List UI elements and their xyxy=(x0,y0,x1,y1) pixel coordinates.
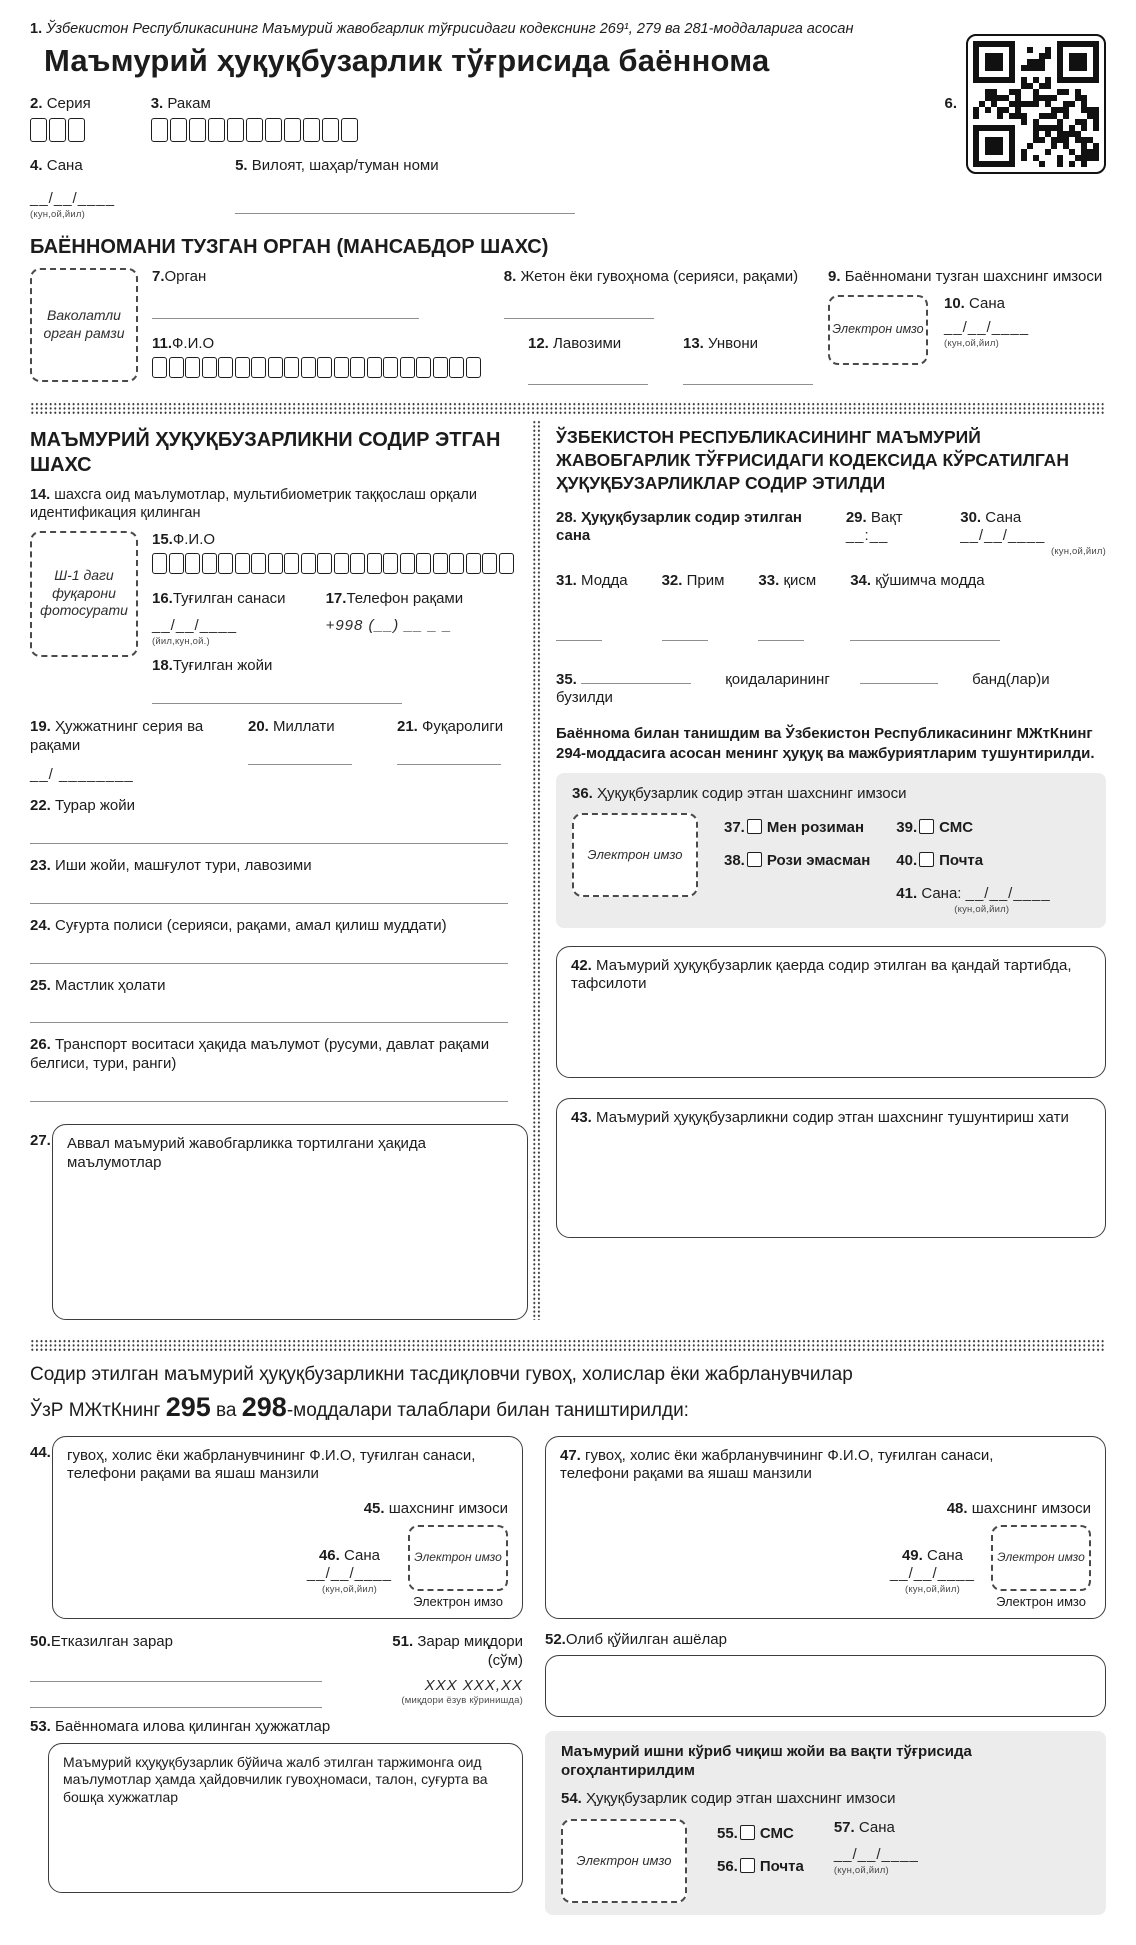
org-section-heading: БАЁННОМАНИ ТУЗГАН ОРГАН (МАНСАБДОР ШАХС) xyxy=(30,235,549,258)
field-citizenship xyxy=(397,718,528,784)
photo-placeholder: Ш-1 даги фуқарони фотосурати xyxy=(30,531,138,657)
birth-place-label: Туғилган жойи xyxy=(172,657,273,675)
dotted-divider-vertical xyxy=(532,420,542,1320)
loss-label: Етказилган зарар xyxy=(50,1633,173,1651)
intoxication-label: Мастлик ҳолати xyxy=(55,976,166,994)
raqam-number: 3. xyxy=(150,94,164,112)
explanation-box[interactable] xyxy=(556,1098,1106,1238)
notice-date-number: 57. xyxy=(833,1819,855,1837)
notice-mail-checkbox[interactable] xyxy=(740,1858,755,1873)
birth-date-hint: (йил,кун,ой.) xyxy=(152,635,210,647)
sms-number: 39. xyxy=(896,819,918,837)
disagree-label: Рози эмасман xyxy=(766,852,871,870)
nationality-label: Миллати xyxy=(273,718,335,736)
birth-place-number: 18. xyxy=(152,657,173,675)
rule-tail-text: банд(лар)и бузилди xyxy=(556,670,1050,707)
person-fio-label: Ф.И.О xyxy=(172,530,216,548)
witness1-box[interactable] xyxy=(52,1436,523,1620)
attachments-number: 53. xyxy=(30,1717,51,1735)
field-organ xyxy=(152,268,478,319)
witness2-esign-area xyxy=(991,1525,1091,1610)
amount-value[interactable]: XXX XXX,XX xyxy=(424,1676,523,1694)
checkbox-sms[interactable] xyxy=(896,819,1050,838)
citizenship-label: Фуқаролиги xyxy=(422,718,504,736)
attachments-box[interactable] xyxy=(48,1743,523,1893)
agree-number: 37. xyxy=(724,819,745,837)
org-date-label: Сана xyxy=(969,294,1006,312)
acknowledgement-text: Баённома билан танишдим ва Ўзбекистон Республикасининг МЖтКнинг 294-моддасига асосан менинг ҳуқуқ ва мажбуриятларим тушунтирилди. xyxy=(556,725,1095,763)
region-input[interactable] xyxy=(235,198,575,214)
checkbox-agree[interactable] xyxy=(724,819,870,838)
checkbox-notice-mail[interactable] xyxy=(717,1858,804,1877)
intro-text: Ўзбекистон Республикасининг Маъмурий жавобгарлик тўғрисидаги кодекснинг 269¹, 279 ва 281-моддаларига асосан xyxy=(46,21,854,37)
seized-box[interactable] xyxy=(545,1655,1106,1717)
badge-number: 8. xyxy=(503,267,517,285)
org-date-hint: (кун,ой,йил) xyxy=(944,338,1000,349)
vehicle-number: 26. xyxy=(30,1036,51,1054)
field-vehicle xyxy=(30,1036,528,1102)
witness2-esign-box[interactable]: Электрон имзо xyxy=(991,1525,1091,1591)
prior-number: 27. xyxy=(30,1131,51,1149)
offense-sana-hint: (кун,ой,йил) xyxy=(1050,546,1106,557)
notice-mail-label: Почта xyxy=(759,1857,804,1875)
loss-input-2[interactable] xyxy=(30,1692,322,1708)
witness-intro-mid: ва xyxy=(216,1400,237,1422)
offense-date-label: Ҳуқуқбузарлик содир этилган сана xyxy=(556,508,802,545)
witness-intro-pre: ЎзР МЖтКнинг xyxy=(30,1400,161,1422)
witness-intro-line1: Содир этилган маъмурий ҳуқуқбузарликни тасдиқловчи гувоҳ, холислар ёки жабрланувчилар xyxy=(30,1363,853,1385)
checkbox-disagree[interactable] xyxy=(724,852,870,871)
extra-article-input[interactable] xyxy=(850,625,1000,641)
org-date-number: 10. xyxy=(944,294,965,312)
article-number: 31. xyxy=(556,571,577,589)
part-label: қисм xyxy=(783,571,817,589)
sign-date-number: 41. xyxy=(896,884,918,902)
rank-number: 13. xyxy=(683,334,704,352)
field-work xyxy=(30,857,528,904)
work-label: Иши жойи, машғулот тури, лавозими xyxy=(55,857,312,875)
explanation-number: 43. xyxy=(571,1108,592,1126)
person-heading: МАЪМУРИЙ ҲУҚУҚБУЗАРЛИКНИ СОДИР ЭТГАН ШАХС xyxy=(30,429,501,477)
witness1-sign-label: шахснинг имзоси xyxy=(388,1500,508,1518)
field-org-date xyxy=(944,295,1029,365)
witness2-date xyxy=(890,1547,975,1610)
bottom-right-column xyxy=(545,1436,1106,1916)
time-value[interactable]: __:__ xyxy=(845,527,889,545)
notice-date-value[interactable]: __/__/____ xyxy=(833,1845,919,1863)
field-intoxication xyxy=(30,977,528,1024)
seized-number: 52. xyxy=(545,1631,566,1649)
time-label: Вақт xyxy=(870,508,903,526)
details-number: 42. xyxy=(571,956,592,974)
main-columns xyxy=(30,420,1106,1320)
address-number: 22. xyxy=(30,797,51,815)
offense-sana-number: 30. xyxy=(960,508,982,526)
intoxication-input[interactable] xyxy=(30,1007,508,1023)
phone-label: Телефон рақами xyxy=(346,590,464,607)
mail-number: 40. xyxy=(896,852,918,870)
notice-mail-number: 56. xyxy=(717,1857,738,1875)
notice-sms-label: СМС xyxy=(759,1825,794,1843)
witness2-sign-label: шахснинг имзоси xyxy=(971,1500,1091,1518)
article-298: 298 xyxy=(241,1392,287,1423)
org-fio-number: 11. xyxy=(152,334,173,352)
sana-label: Сана xyxy=(46,157,83,175)
prior-label: Аввал маъмурий жавобгарликка тортилгани ҳақида маълумотлар xyxy=(67,1134,426,1171)
subnote-number: 14. xyxy=(30,487,51,504)
attachments-content: Маъмурий кҳуқуқбузарлик бўйича жалб этилган таржимонга оид маълумотлар ҳамда ҳайдовчилик гувоҳномаси, талон, суғурта ва бошқа хужжатлар xyxy=(63,1753,488,1805)
field-offense-date-label xyxy=(556,509,832,547)
seriya-cells[interactable] xyxy=(30,118,91,148)
witness1-esign-caption: Электрон имзо xyxy=(413,1593,503,1609)
qr-frame xyxy=(966,34,1106,174)
region-number: 5. xyxy=(235,157,248,175)
witness1-number: 44. xyxy=(30,1443,51,1461)
field-sana-top xyxy=(30,157,115,220)
work-input[interactable] xyxy=(30,888,508,904)
article-295: 295 xyxy=(165,1392,211,1423)
sana-number: 4. xyxy=(30,157,43,175)
details-label: Маъмурий ҳуқуқбузарлик қаерда содир этилган ва қандай тартибда, тафсилоти xyxy=(571,956,1072,993)
nationality-input[interactable] xyxy=(248,749,352,765)
witness1-label: гувоҳ, холис ёки жабрланувчининг Ф.И.О, туғилган санаси, телефони рақами ва яшаш манзили xyxy=(67,1446,476,1483)
witness2-date-value[interactable]: __/__/____ xyxy=(889,1565,975,1583)
field-offense-sana xyxy=(960,509,1106,558)
org-stamp-placeholder: Ваколатли орган рамзи xyxy=(30,268,138,382)
rule-number: 35. xyxy=(556,670,577,688)
rule-input-1[interactable] xyxy=(581,671,691,684)
witness-intro-line2 xyxy=(30,1388,1106,1427)
work-number: 23. xyxy=(30,857,51,875)
rule-input-2[interactable] xyxy=(860,671,938,684)
prim-input[interactable] xyxy=(662,625,708,641)
damage-row xyxy=(30,1633,523,1708)
subnote-text: шахсга оид маълумотлар, мультибиометрик таққослаш орқали идентификация қилинган xyxy=(30,487,477,522)
badge-label: Жетон ёки гувоҳнома (серияси, рақами) xyxy=(520,267,799,285)
notice-block xyxy=(545,1731,1106,1915)
seized-label: Олиб қўйилган ашёлар xyxy=(565,1631,727,1649)
seriya-label: Серия xyxy=(46,94,91,112)
field-extra-article xyxy=(850,572,1000,641)
notice-heading: Маъмурий ишни кўриб чиқиш жойи ва вақти тўғрисида огоҳлантирилдим xyxy=(561,1742,972,1779)
field-badge xyxy=(504,268,814,319)
address-label: Турар жойи xyxy=(55,797,136,815)
field-birth-place xyxy=(152,657,528,704)
field-sign-date xyxy=(896,885,1050,916)
vehicle-label: Транспорт воситаси ҳақида маълумот (русуми, давлат рақами белгиси, тури, ранги) xyxy=(30,1036,490,1073)
witness1-sign-number: 45. xyxy=(363,1500,385,1518)
seriya-number: 2. xyxy=(30,94,43,112)
witness1-date-number: 46. xyxy=(318,1546,340,1564)
offense-sana-value[interactable]: __/__/____ xyxy=(960,527,1046,545)
photo-fio-block xyxy=(30,531,528,705)
person-id-fields xyxy=(152,531,528,705)
org-sign-number: 9. xyxy=(828,267,841,285)
rule-mid-text: қоидаларининг xyxy=(725,670,830,688)
qr-block xyxy=(944,34,1106,174)
field-rank xyxy=(683,335,814,386)
extra-article-label: қўшимча модда xyxy=(875,571,985,589)
witness-intro-post: -моддалари талаблари билан таништирилди: xyxy=(286,1400,689,1422)
prior-record-block xyxy=(30,1124,528,1320)
article-label: Модда xyxy=(581,571,628,589)
org-section xyxy=(30,268,1106,386)
notice-sign-number: 54. xyxy=(561,1790,582,1808)
field-doc xyxy=(30,718,230,784)
birth-date-value[interactable]: __/__/____ xyxy=(152,616,238,634)
phone-value[interactable]: +998 (__) __ _ _ xyxy=(325,616,453,634)
bottom-columns xyxy=(30,1436,1106,1916)
field-region xyxy=(235,157,655,220)
phone-number-label-num: 17. xyxy=(325,590,347,607)
field-org-fio xyxy=(152,335,504,386)
mail-checkbox[interactable] xyxy=(919,852,934,867)
witness2-date-hint: (кун,ой,йил) xyxy=(904,1584,960,1596)
person-fio-cells[interactable] xyxy=(152,553,528,580)
person-fio-number: 15. xyxy=(152,530,173,548)
field-phone xyxy=(326,590,464,647)
position-number: 12. xyxy=(528,334,549,352)
witness1-esign-area xyxy=(408,1525,508,1610)
amount-label: Зарар миқдори (сўм) xyxy=(417,1633,523,1669)
offense-heading: ЎЗБЕКИСТОН РЕСПУБЛИКАСИНИНГ МАЪМУРИЙ ЖАВОБГАРЛИК ТЎҒРИСИДАГИ КОДЕКСИДА КЎРСАТИЛГАН ҲУҚУҚБУЗАРЛИКЛАР СОДИР ЭТИЛДИ xyxy=(556,427,1069,493)
witness1-date-hint: (кун,ой,йил) xyxy=(321,1584,377,1596)
insurance-input[interactable] xyxy=(30,948,508,964)
loss-input-1[interactable] xyxy=(30,1666,322,1682)
prior-box[interactable] xyxy=(52,1124,528,1320)
position-input[interactable] xyxy=(528,369,648,385)
raqam-label: Ракам xyxy=(167,94,211,112)
qr-field-number: 6. xyxy=(944,94,957,112)
field-address xyxy=(30,797,528,844)
sana-value[interactable]: __/__/____ xyxy=(30,190,116,208)
seized-block xyxy=(545,1631,1106,1717)
witness2-sign-number: 48. xyxy=(946,1500,968,1518)
person-subnote xyxy=(30,486,528,522)
witness1-date xyxy=(307,1547,392,1610)
part-number: 33. xyxy=(758,571,780,589)
bottom-left-column xyxy=(30,1436,523,1893)
org-fio-label: Ф.И.О xyxy=(172,334,215,352)
intoxication-number: 25. xyxy=(30,976,51,994)
field-rule-violated xyxy=(556,671,1106,709)
field-insurance xyxy=(30,917,528,964)
organ-label: Орган xyxy=(164,267,207,285)
org-fio-cells[interactable] xyxy=(152,357,504,384)
field-amount xyxy=(373,1633,523,1708)
witness1-date-value[interactable]: __/__/____ xyxy=(306,1565,392,1583)
doc-label: Ҳужжатнинг серия ва рақами xyxy=(30,718,204,754)
field-loss xyxy=(30,1633,347,1708)
prim-label: Прим xyxy=(686,571,725,589)
organ-input[interactable] xyxy=(152,303,419,319)
witness1-date-label: Сана xyxy=(343,1546,380,1564)
amount-hint: (миқдори ёзув кўринишда) xyxy=(401,1695,523,1707)
sign-date-value[interactable]: __/__/____ xyxy=(965,884,1051,902)
explanation-label: Маъмурий ҳуқуқбузарликни содир этган шахснинг тушунтириш хати xyxy=(596,1108,1069,1126)
offense-details-box[interactable] xyxy=(556,946,1106,1078)
sms-checkbox[interactable] xyxy=(919,819,934,834)
doc-input[interactable]: __/ ________ xyxy=(30,765,134,783)
birth-date-number: 16. xyxy=(152,590,173,607)
disagree-checkbox[interactable] xyxy=(747,852,762,867)
field-nationality xyxy=(248,718,379,784)
checkbox-notice-sms[interactable] xyxy=(717,1825,804,1844)
org-middle xyxy=(152,268,814,386)
person-section xyxy=(30,420,528,1320)
witness2-date-label: Сана xyxy=(926,1546,963,1564)
witness2-esign-caption: Электрон имзо xyxy=(996,1593,1086,1609)
sana-hint: (кун,ой,йил) xyxy=(30,208,86,220)
intro-number: 1. xyxy=(30,21,43,37)
witness-block-1 xyxy=(30,1436,523,1620)
article-input[interactable] xyxy=(556,625,602,641)
dotted-divider-bottom xyxy=(30,1338,1106,1351)
notice-sign-label: Ҳуқуқбузарлик содир этган шахснинг имзоси xyxy=(586,1790,896,1808)
agree-label: Мен розиман xyxy=(766,819,865,837)
offense-section xyxy=(546,420,1106,1320)
extra-article-number: 34. xyxy=(850,571,872,589)
loss-number: 50. xyxy=(30,1633,51,1651)
field-notice-date xyxy=(834,1819,919,1876)
qr-code-svg xyxy=(973,41,1099,167)
org-date-value[interactable]: __/__/____ xyxy=(944,319,1030,337)
address-input[interactable] xyxy=(30,828,508,844)
mail-label: Почта xyxy=(939,852,984,870)
birth-date-label: Туғилган санаси xyxy=(172,590,286,607)
witness2-number: 47. xyxy=(560,1446,581,1464)
rank-input[interactable] xyxy=(683,369,813,385)
birth-place-input[interactable] xyxy=(152,688,402,704)
field-position xyxy=(528,335,659,386)
witness1-esign-box[interactable]: Электрон имзо xyxy=(408,1525,508,1591)
time-number: 29. xyxy=(845,508,867,526)
checkbox-mail[interactable] xyxy=(896,852,1050,871)
dotted-divider-top xyxy=(30,401,1106,414)
attachments-block xyxy=(30,1718,523,1893)
field-raqam xyxy=(151,95,360,148)
org-signature-block xyxy=(828,268,1106,365)
prim-number: 32. xyxy=(661,571,683,589)
offender-sign-number: 36. xyxy=(572,784,593,802)
witness2-label: гувоҳ, холис ёки жабрланувчининг Ф.И.О, туғилган санаси, телефони рақами ва яшаш манзили xyxy=(560,1446,994,1483)
notice-sms-checkbox[interactable] xyxy=(740,1825,755,1840)
field-birth-date xyxy=(152,590,286,647)
notice-sms-number: 55. xyxy=(717,1825,738,1843)
attachments-label: Баённомага илова қилинган ҳужжатлар xyxy=(55,1717,331,1735)
org-sign-label: Баённомани тузган шахснинг имзоси xyxy=(844,267,1103,285)
organ-number: 7. xyxy=(152,267,165,285)
page-title: Маъмурий ҳуқуқбузарлик тўғрисида баённома xyxy=(44,43,770,79)
vehicle-input[interactable] xyxy=(30,1086,508,1102)
field-seriya xyxy=(30,95,91,148)
offense-sana-label: Сана xyxy=(985,508,1022,526)
part-input[interactable] xyxy=(758,625,804,641)
disagree-number: 38. xyxy=(724,852,745,870)
witness2-box[interactable] xyxy=(545,1436,1106,1620)
notice-date-label: Сана xyxy=(858,1819,895,1837)
insurance-label: Суғурта полиси (серияси, рақами, амал қилиш муддати) xyxy=(55,916,447,934)
region-label: Вилоят, шаҳар/туман номи xyxy=(251,157,439,175)
org-esign-box[interactable]: Электрон имзо xyxy=(828,295,928,365)
rank-label: Унвони xyxy=(708,334,758,352)
field-part xyxy=(758,572,816,641)
witness2-date-number: 49. xyxy=(901,1546,923,1564)
offender-esign-box[interactable]: Электрон имзо xyxy=(572,813,698,897)
field-time xyxy=(846,509,946,547)
citizenship-number: 21. xyxy=(397,718,418,736)
citizenship-input[interactable] xyxy=(397,749,501,765)
offender-sign-label: Ҳуқуқбузарлик содир этган шахснинг имзоси xyxy=(597,784,907,802)
field-article xyxy=(556,572,628,641)
doc-number: 19. xyxy=(30,718,51,736)
offense-date-number: 28. xyxy=(556,508,577,526)
offender-signature-block xyxy=(556,773,1106,928)
sms-label: СМС xyxy=(939,819,974,837)
position-label: Лавозими xyxy=(553,334,622,352)
sign-date-label: Сана: xyxy=(921,884,962,902)
witness-intro xyxy=(30,1361,1106,1428)
agree-checkbox[interactable] xyxy=(747,819,762,834)
notice-date-hint: (кун,ой,йил) xyxy=(833,1864,889,1876)
sign-date-hint: (кун,ой,йил) xyxy=(954,903,1010,915)
badge-input[interactable] xyxy=(504,303,654,319)
notice-esign-box[interactable]: Электрон имзо xyxy=(561,1819,687,1903)
nationality-number: 20. xyxy=(248,718,269,736)
insurance-number: 24. xyxy=(30,916,51,934)
amount-number: 51. xyxy=(392,1633,414,1651)
field-prim xyxy=(662,572,725,641)
raqam-cells[interactable] xyxy=(151,118,360,148)
